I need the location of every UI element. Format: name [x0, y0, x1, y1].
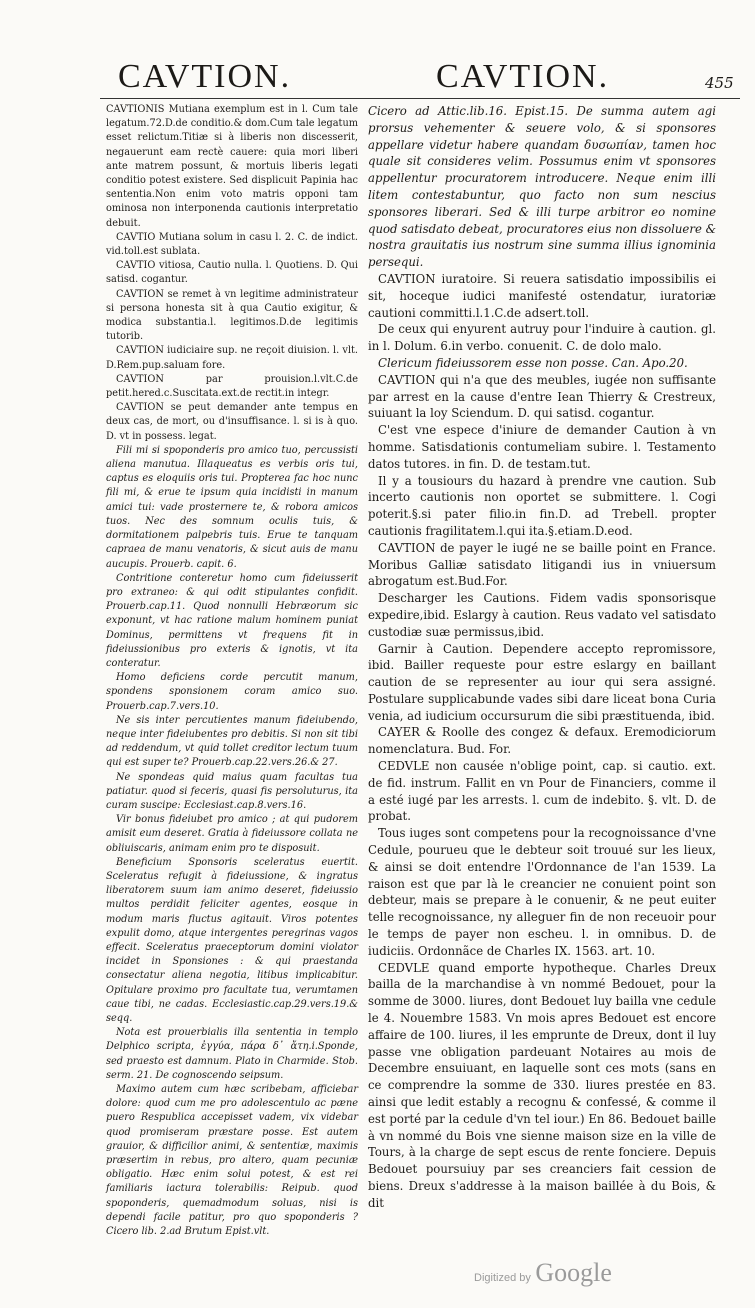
entry-paragraph: CAVTION de payer le iugé ne se baille point en France. Moribus Galliæ satisdato litigandi ius in vniuersum abrogatum est.Bud.For. [368, 540, 716, 589]
page-number: 455 [705, 74, 734, 92]
entry-paragraph: CAVTION qui n'a que des meubles, iugée non suffisante par arrest en la cause d'entre Iean Thierry & Crestreux, suiuant la loy Sciendum. D. qui satisd. cogantur. [368, 372, 716, 421]
quotation-paragraph: Vir bonus fideiubet pro amico ; at qui pudorem amisit eum deseret. Gratia à fideiussore collata ne obliuiscaris, animam enim pro te disposuit. [106, 814, 358, 854]
entry-paragraph: C'est vne espece d'iniure de demander Caution à vn homme. Satisdationis contumeliam subire. l. Testamento datos tutores. in fin. D. de testam.tut. [368, 423, 716, 471]
entry-paragraph: Clericum fideiussorem esse non posse. Can. Apo.20. [378, 355, 688, 370]
entry-paragraph: Garnir à Caution. Dependere accepto repromissore, ibid. Bailler requeste pour estre eslargy en baillant caution de se representer au iour qui sera assigné. Postulare supplicabunde vades sibi dare liceat bona Curia venia, ad iudicium occursurum die sibi præstituenda, ibid. [368, 641, 716, 723]
entry-paragraph: CAVTION par prouision.l.vlt.C.de petit.hered.c.Suscitata.ext.de rectit.in integr. [106, 373, 358, 400]
quotation-paragraph: Fili mi si spoponderis pro amico tuo, percussisti aliena manutua. Illaqueatus es verbis oris tui, captus es eloquiis oris tui. Propterea fac hoc nunc fili mi, & erue te ipsum quia incidisti in manum amici tui: vade prosternere te, & robora amicos tuos. Nec des somnum oculis tuis, & dormitationem palpebris tuis. Erue te tanquam capraea de manu venatoris, & sicut auis de manu aucupis. Prouerb. capit. 6. [106, 444, 358, 570]
entry-paragraph: CAVTION iudiciaire sup. ne reçoit diuision. l. vlt. D.Rem.pup.saluam fore. [106, 345, 358, 371]
quotation-paragraph: Beneficium Sponsoris sceleratus euertit. Sceleratus refugit à fideiussione, & ingratus liberatorem suum iam animo deseret, fideiussio multos perdidit feliciter agentes, eosque in modum maris fluctus agitauit. Viros potentes expulit domo, atque intergentes peregrinas vagos effecit. Sceleratus praeceptorum domini violator incidet in Sponsiones : & qui praestanda consectatur aliena negotia, litibus implicabitur. Opitulare proximo pro facultate tua, verumtamen caue tibi, ne cadas. Ecclesiastic.cap.29.vers.19.& seqq. [106, 856, 358, 1024]
entry-paragraph: Tous iuges sont competens pour la recognoissance d'vne Cedule, pourueu que le debteur soit trouué sur les lieux, & ainsi se doit entendre l'Ordonnance de l'an 1539. La raison est que par là le creancier ne conuient point son debteur, mais se prepare à le conuenir, & ne peut euiter telle recognoissance, ny alleguer fin de non receuoir pour le temps de payer non escheu. l. in omnibus. D. de iudiciis. Ordonnãce de Charles IX. 1563. art. 10. [368, 826, 716, 958]
quotation-paragraph: Contritione conteretur homo cum fideiusserit pro extraneo: & qui odit stipulantes confidit. Prouerb.cap.11. Quod nonnulli Hebræorum sic exponunt, vt hac ratione malum hominem puniat Dominus, permittens vt frequens fit in fideiussionibus pro exteris & ignotis, vt ita conteratur. [106, 572, 358, 669]
entry-paragraph: Descharger les Cautions. Fidem vadis sponsorisque expedire,ibid. Eslargy à caution. Reus vadato vel satisdato custodiæ suæ permissus,ibid. [368, 591, 716, 639]
page-header [0, 58, 755, 100]
entry-paragraph: CEDVLE quand emporte hypotheque. Charles Dreux bailla de la marchandise à vn nommé Bedouet, pour la somme de 3000. liures, dont Bedouet luy bailla vne cedule le 4. Nouembre 1583. Vn mois apres Bedouet est encore affaire de 100. liures, il les emprunte de Dreux, dont il luy passe vne obligation pardeuant Notaires au mois de Decembre ensuiuant, en laquelle sont ces mots (sans en ce comprendre la somme de 330. liures prestée en 83. ainsi que ledit estably a recognu & confessé, & comme il est porté par la cedule d'vn tel iour.) En 86. Bedouet baille à vn nommé du Bois vne sienne maison size en la ville de Tours, à la charge de sept escus de rente fonciere. Depuis Bedouet poursuiuy par ses creanciers fait cession de biens. Dreux s'addresse à la maison baillée à du Bois, & dit [368, 960, 716, 1210]
left-column [106, 103, 358, 1239]
entry-paragraph: CAVTION iuratoire. Si reuera satisdatio impossibilis ei sit, hoceque iudici manifesté ostendatur, iuratoriæ cautioni committi.l.1.C.de adsert.toll. [368, 271, 716, 320]
entry-paragraph: CAVTION se remet à vn legitime administrateur si persona honesta sit à qua Cautio exigitur, & modica substantia.l. legitimos.D.de legitimis tutorib. [106, 288, 358, 343]
entry-paragraph: CAVTION se peut demander ante tempus en deux cas, de mort, ou d'insuffisance. l. si is à quo. D. vt in possess. legat. [106, 402, 358, 442]
quotation-paragraph: Nota est prouerbialis illa sententia in templo Delphico scripta, ἐγγύα, πάρα δ᾽ ἄτη.i.Sponde, sed praesto est damnum. Plato in Charmide. Stob. serm. 21. De cognoscendo seipsum. [106, 1027, 358, 1081]
quotation-paragraph: Cicero ad Attic.lib.16. Epist.15. De summa autem agi prorsus vehementer & seuere volo, & si sponsores appellare videtur habere quandam δυσωπίαν, tamen hoc quale sit consideres velim. Possumus enim vt sponsores appellentur procuratorem introducere. Neque enim illi litem contestabuntur, quo facto non sum nescius sponsores liberari. Sed & illi turpe arbitror eo nomine quod satisdato debeat, procuratores eius non dissoluere & nostra grauitatis ius nostrum sine summa illius ignominia persequi. [368, 104, 716, 270]
header-rule [100, 98, 740, 99]
entry-paragraph: CAYER & Roolle des congez & defaux. Eremodiciorum nomenclatura. Bud. For. [368, 725, 716, 757]
quotation-paragraph: Maximo autem cum hæc scribebam, afficiebar dolore: quod cum me pro adolescentulo ac pæne puero Respublica accepisset vadem, vix videbar quod promiseram præstare posse. Est autem grauior, & difficilior animi, & sententiæ, maximis præsertim in rebus, pro altero, quam pecuniæ obligatio. Hæc enim solui potest, & est rei familiaris iactura tolerabilis: Reipub. quod spoponderis, quemadmodum soluas, nisi is dependi facile patitur, pro quo spoponderis ? Cicero lib. 2.ad Brutum Epist.vlt. [106, 1084, 358, 1238]
quotation-paragraph: Ne sis inter percutientes manum fideiubendo, neque inter fideiubentes pro debitis. Si non sit tibi ad reddendum, vt quid tollet creditor lectum tuum qui est super te? Prouerb.cap.22.vers.26.& 27. [106, 714, 358, 769]
right-column [368, 103, 716, 1212]
entry-paragraph: CAVTIO Mutiana solum in casu l. 2. C. de indict. vid.toll.est sublata. [106, 231, 358, 258]
entry-paragraph: Il y a tousiours du hazard à prendre vne caution. Sub incerto cautionis non oportet se submittere. l. Cogi poterit.§.si pater filio.in fin.D. ad Trebell. propter cautionis fragilitatem.l.qui ita.§.etiam.D.eod. [368, 473, 716, 538]
entry-paragraph: CAVTIONIS Mutiana exemplum est in l. Cum tale legatum.72.D.de conditio.& dom.Cum tale legatum esset relictum.Titiæ si à liberis non discesserit, negauerunt eam rectè cauere: quia mori liberi ante matrem possunt, & mortuis liberis legati conditio potest existere. Sed displicuit Papinia hac sententia.Non enim voto matris opponi tam ominosa non interponenda cautionis interpretatio debuit. [106, 104, 358, 229]
quotation-paragraph: Homo deficiens corde percutit manum, spondens sponsionem coram amico suo. Prouerb.cap.7.vers.10. [106, 672, 358, 712]
google-logo: Google [535, 1258, 612, 1287]
digitized-by-label: Digitized by [474, 1272, 531, 1284]
entry-paragraph: CEDVLE non causée n'oblige point, cap. si cautio. ext. de fid. instrum. Fallit en vn Pour de Financiers, comme il a esté iugé par les arrests. l. cum de indebito. §. vlt. D. de probat. [368, 759, 716, 824]
entry-paragraph: CAVTIO vitiosa, Cautio nulla. l. Quotiens. D. Qui satisd. cogantur. [106, 260, 358, 286]
digitized-watermark [474, 1258, 612, 1288]
quotation-paragraph: Ne spondeas quid maius quam facultas tua patiatur. quod si feceris, quasi fis persoluturus, ita curam suscipe: Ecclesiast.cap.8.vers.16. [106, 771, 358, 811]
right-running-title: CAVTION. [436, 58, 610, 95]
left-running-title: CAVTION. [118, 58, 292, 95]
entry-paragraph: De ceux qui enyurent autruy pour l'induire à caution. gl. in l. Dolum. 6.in verbo. conuenit. C. de dolo malo. [368, 322, 716, 354]
